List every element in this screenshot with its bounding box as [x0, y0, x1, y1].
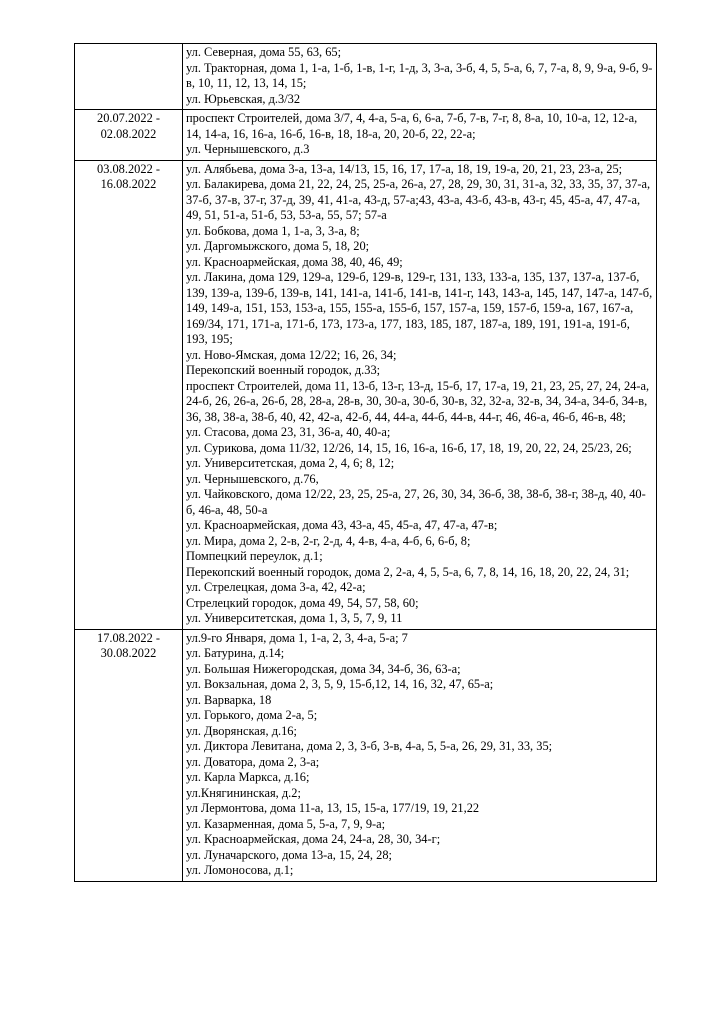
- address-line: ул. Мира, дома 2, 2-в, 2-г, 2-д, 4, 4-в, 4-а, 4-б, 6, 6-б, 8;: [186, 533, 471, 548]
- schedule-row: [75, 110, 657, 161]
- address-line: ул. Юрьевская, д.3/32: [186, 91, 301, 106]
- period-cell: [75, 160, 183, 629]
- address-line: ул. Ломоносова, д.1;: [186, 863, 294, 877]
- period-start-date: 20.07.2022 -: [97, 111, 160, 125]
- schedule-table: [74, 43, 657, 882]
- addresses-cell: [183, 629, 657, 881]
- address-line: ул. Стрелецкая, дома 3-а, 42, 42-а;: [186, 580, 366, 594]
- address-line: ул. Тракторная, дома 1, 1-а, 1-б, 1-в, 1-г, 1-д, 3, 3-а, 3-б, 4, 5, 5-а, 6, 7, 7-а, 8, 9, 9-а, 9-б, 9-в, 10, 11, 12, 13, 14, 15;: [186, 60, 653, 90]
- address-line: ул. Ново-Ямская, дома 12/22; 16, 26, 34;: [186, 347, 397, 362]
- address-line: ул. Даргомыжского, дома 5, 18, 20;: [186, 239, 370, 253]
- period-end-date: 02.08.2022: [100, 126, 157, 141]
- address-line: проспект Строителей, дома 3/7, 4, 4-а, 5-а, 6, 6-а, 7-б, 7-в, 7-г, 8, 8-а, 10, 10-а, 12, 12-а, 14, 14-а, 16, 16-а, 16-б, 16-в, 18, 18-а, 20, 20-б, 22, 22-а;: [186, 111, 638, 141]
- schedule-body: [75, 44, 657, 882]
- address-line: ул. Горького, дома 2-а, 5;: [186, 708, 318, 722]
- address-line: ул. Доватора, дома 2, 3-а;: [186, 754, 320, 769]
- period-end-date: 30.08.2022: [100, 646, 157, 660]
- address-line: ул. Сурикова, дома 11/32, 12/26, 14, 15, 16, 16-а, 16-б, 17, 18, 19, 20, 22, 24, 25/23, 26;: [186, 440, 632, 455]
- address-line: ул. Чернышевского, д.76,: [186, 471, 319, 486]
- address-line: ул. Казарменная, дома 5, 5-а, 7, 9, 9-а;: [186, 816, 386, 831]
- address-line: ул. Вокзальная, дома 2, 3, 5, 9, 15-б,12, 14, 16, 32, 47, 65-а;: [186, 677, 494, 691]
- addresses-cell: [183, 44, 657, 110]
- address-line: ул. Лакина, дома 129, 129-а, 129-б, 129-в, 129-г, 131, 133, 133-а, 135, 137, 137-а, 137-б, 139, 139-а, 139-б, 139-в, 141, 141-а, 141-б, 141-в, 141-г, 143, 143-а, 145, 147, 147-а, 147-б, 149, 149-а, 151, 153, 153-а, 155, 155-а, 155-б, 157, 157-а, 159, 157-б, 159-а, 167, 167-а, 169/34, 171, 171-а, 171-б, 173, 173-а, 177, 183, 185, 187, 187-а, 189, 191, 191-а, 191-б, 193, 195;: [186, 270, 653, 346]
- address-line: ул.9-го Января, дома 1, 1-а, 2, 3, 4-а, 5-а; 7: [186, 630, 408, 645]
- period-end-date: 16.08.2022: [100, 177, 157, 191]
- address-line: ул. Чайковского, дома 12/22, 23, 25, 25-а, 27, 26, 30, 34, 36-б, 38, 38-б, 38-г, 38-д, 40, 40-б, 46-а, 48, 50-а: [186, 487, 646, 517]
- schedule-row: [75, 629, 657, 881]
- address-line: ул.Княгининская, д.2;: [186, 785, 301, 800]
- address-line: Стрелецкий городок, дома 49, 54, 57, 58, 60;: [186, 595, 419, 610]
- address-line: ул. Красноармейская, дома 24, 24-а, 28, 30, 34-г;: [186, 832, 441, 846]
- addresses-cell: [183, 160, 657, 629]
- address-line: ул. Батурина, д.14;: [186, 646, 285, 660]
- addresses-cell: [183, 110, 657, 161]
- address-line: ул. Дворянская, д.16;: [186, 723, 297, 738]
- address-line: Перекопский военный городок, д.33;: [186, 363, 381, 377]
- address-line: ул. Красноармейская, дома 43, 43-а, 45, 45-а, 47, 47-а, 47-в;: [186, 518, 498, 532]
- address-line: ул. Варварка, 18: [186, 692, 272, 707]
- period-cell: [75, 110, 183, 161]
- address-line: ул. Красноармейская, дома 38, 40, 46, 49;: [186, 254, 403, 269]
- address-line: ул. Балакирева, дома 21, 22, 24, 25, 25-а, 26-а, 27, 28, 29, 30, 31, 31-а, 32, 33, 35, 37, 37-а, 37-б, 37-в, 37-г, 37-д, 39, 41, 41-а, 43-д, 57-а;43, 43-а, 43-б, 43-в, 43-г, 45, 45-а, 47, 47-а, 49, 51, 51-а, 51-б, 53, 53-а, 55, 57; 57-а: [186, 177, 651, 222]
- address-line: проспект Строителей, дома 11, 13-б, 13-г, 13-д, 15-б, 17, 17-а, 19, 21, 23, 25, 27, 24, 24-а, 24-б, 26, 26-а, 26-б, 28, 28-а, 28-в, 30, 30-а, 30-б, 30-в, 32, 32-а, 32-в, 34, 34-а, 34-б, 34-в, 36, 38, 38-а, 38-б, 40, 42, 42-а, 42-б, 44, 44-а, 44-б, 44-в, 44-г, 46, 46-а, 46-б, 46-в, 48;: [186, 378, 650, 424]
- address-line: ул. Карла Маркса, д.16;: [186, 770, 310, 784]
- address-line: ул Лермонтова, дома 11-а, 13, 15, 15-а, 177/19, 19, 21,22: [186, 801, 480, 815]
- address-line: Перекопский военный городок, дома 2, 2-а, 4, 5, 5-а, 6, 7, 8, 14, 16, 18, 20, 22, 24, 31;: [186, 564, 630, 579]
- address-line: ул. Диктора Левитана, дома 2, 3, 3-б, 3-в, 4-а, 5, 5-а, 26, 29, 31, 33, 35;: [186, 739, 553, 753]
- address-line: ул. Бобкова, дома 1, 1-а, 3, 3-а, 8;: [186, 223, 360, 238]
- period-start-date: 03.08.2022 -: [97, 161, 160, 176]
- schedule-row: [75, 160, 657, 629]
- schedule-row: [75, 44, 657, 110]
- address-line: ул. Чернышевского, д.3: [186, 142, 310, 156]
- period-cell: [75, 44, 183, 110]
- address-line: ул. Луначарского, дома 13-а, 15, 24, 28;: [186, 847, 392, 862]
- address-line: Помпецкий переулок, д.1;: [186, 549, 323, 563]
- address-line: ул. Большая Нижегородская, дома 34, 34-б, 36, 63-а;: [186, 661, 461, 676]
- address-line: ул. Университетская, дома 1, 3, 5, 7, 9, 11: [186, 611, 403, 625]
- address-line: ул. Алябьева, дома 3-а, 13-а, 14/13, 15, 16, 17, 17-а, 18, 19, 19-а, 20, 21, 23, 23-а, 25;: [186, 161, 623, 176]
- address-line: ул. Стасова, дома 23, 31, 36-а, 40, 40-а;: [186, 425, 391, 439]
- address-line: ул. Северная, дома 55, 63, 65;: [186, 45, 342, 59]
- address-line: ул. Университетская, дома 2, 4, 6; 8, 12;: [186, 456, 395, 470]
- period-cell: [75, 629, 183, 881]
- period-start-date: 17.08.2022 -: [97, 630, 160, 645]
